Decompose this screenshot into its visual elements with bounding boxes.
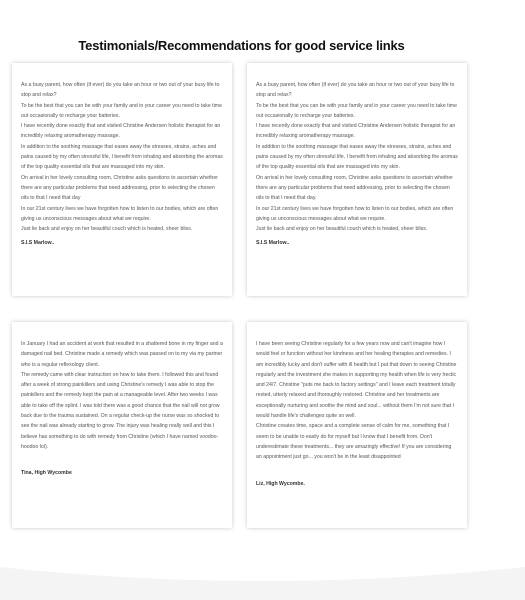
testimonial-paragraph: On arrival in her lovely consulting room, Christine asks questions to ascertain whether there are any particular problems that need addressing, prior to selecting the chosen oils to that I need that day.: [256, 174, 453, 202]
testimonial-paragraph: As a busy parent, how often (if ever) do you take an hour or two out of your busy life to stop and relax?: [256, 82, 455, 99]
testimonial-paragraph: I have recently done exactly that and visited Christine Andersen holistic therapist for an incredibly relaxing aromatherapy massage.: [21, 123, 221, 140]
testimonial-paragraph: In January I had an accident at work that resulted in a shattered bone in my finger and a damaged nail bed. Christine made a remedy which was passed on to my via my partner who is a regular reflexology client.: [21, 341, 223, 368]
testimonial-paragraph: I have been seeing Christine regularly for a few years now and can't imagine how I would feel or function without her kindness and her healing therapies and remedies. I am incredibly lucky and don't suffer with ill health but I put that down to seeing Christine regularly and the investment she makes in supporting my health when life is very hectic and 24/7. Christine "puts me back to factory settings" and I leave each treatment totally rested, utterly relaxed and thoroughly restored. Christine and her treatments are exceptionally nurturing and soothe the mind and soul... without them I'm not sure that I would handle life's challenges quite so well.: [256, 341, 457, 420]
testimonial-card: [12, 63, 232, 296]
page-title: Testimonials/Recommendations for good service links: [78, 38, 405, 53]
testimonial-paragraph: On arrival in her lovely consulting room, Christine asks questions to ascertain whether there are any particular problems that need addressing, prior to selecting the chosen oils to that I need that day: [21, 174, 218, 202]
testimonial-text: [256, 339, 458, 463]
footer-wave-divider: [0, 555, 525, 600]
testimonial-paragraph: Just lie back and enjoy on her beautiful couch which is heated, sheer bliss.: [256, 226, 428, 233]
testimonial-text: [21, 339, 223, 452]
testimonial-paragraph: Christine creates time, space and a complete sense of calm for me, something that I seem to be unable to easily do for myself but I know that I benefit from. Don't underestimate these treatments... they are amazingly effective! If you are considering an appointment just go... you won't be in the least disappointed: [256, 423, 452, 461]
testimonial-author: S.I.S Marlow..: [256, 240, 290, 247]
testimonial-paragraph: The remedy came with clear instruction on how to take them. I followed this and found after a week of strong painkillers and using Christine's remedy I was able to stop the painkillers and the remedy kept the pain at a manageable level. After two weeks I was able to take off the splint. I was told there was a good chance that the nail will not grow back due to the trauma sustained. On a regular check-up the nurse was so shocked to see the nail was already starting to grow. The injury was healing really well and this I believe has something to do with remedy from Christine (which I have named voodoo-hoodoo lol).: [21, 371, 220, 450]
testimonial-author: Tina, High Wycombe: [21, 470, 72, 477]
testimonial-paragraph: In addition to the soothing massage that eases away the stresses, strains, aches and pains caused by my often stressful life, I benefit from inhaling and absorbing the aromas of the top quality essential oils that are massaged into my skin.: [21, 143, 223, 171]
testimonial-paragraph: Just lie back and enjoy on her beautiful couch which is heated, sheer bliss.: [21, 226, 193, 233]
testimonial-paragraph: To be the best that you can be with your family and in your career you need to take time out occasionally to recharge your batteries.: [21, 102, 222, 119]
testimonial-paragraph: In addition to the soothing massage that eases away the stresses, strains, aches and pains caused by my often stressful life, I benefit from inhaling and absorbing the aromas of the top quality essential oils that are massaged into my skin.: [256, 143, 458, 171]
testimonial-paragraph: As a busy parent, how often (if ever) do you take an hour or two out of your busy life to stop and relax?: [21, 82, 220, 99]
testimonial-author: Liz, High Wycombe.: [256, 480, 305, 487]
testimonial-author: S.I.S Marlow..: [21, 240, 55, 247]
testimonial-card: [247, 63, 467, 296]
testimonial-paragraph: In our 21st century lives we have forgotten how to listen to our bodies, which are often giving us unconscious messages about what we require.: [21, 205, 219, 222]
testimonial-card: [247, 322, 467, 528]
testimonial-text: [256, 80, 458, 234]
testimonial-paragraph: In our 21st century lives we have forgotten how to listen to our bodies, which are often giving us unconscious messages about what we require.: [256, 205, 454, 222]
testimonial-text: [21, 80, 223, 234]
testimonial-paragraph: I have recently done exactly that and visited Christine Andersen holistic therapist for an incredibly relaxing aromatherapy massage.: [256, 123, 456, 140]
testimonial-card: [12, 322, 232, 528]
testimonial-paragraph: To be the best that you can be with your family and in your career you need to take time out occasionally to recharge your batteries.: [256, 102, 457, 119]
